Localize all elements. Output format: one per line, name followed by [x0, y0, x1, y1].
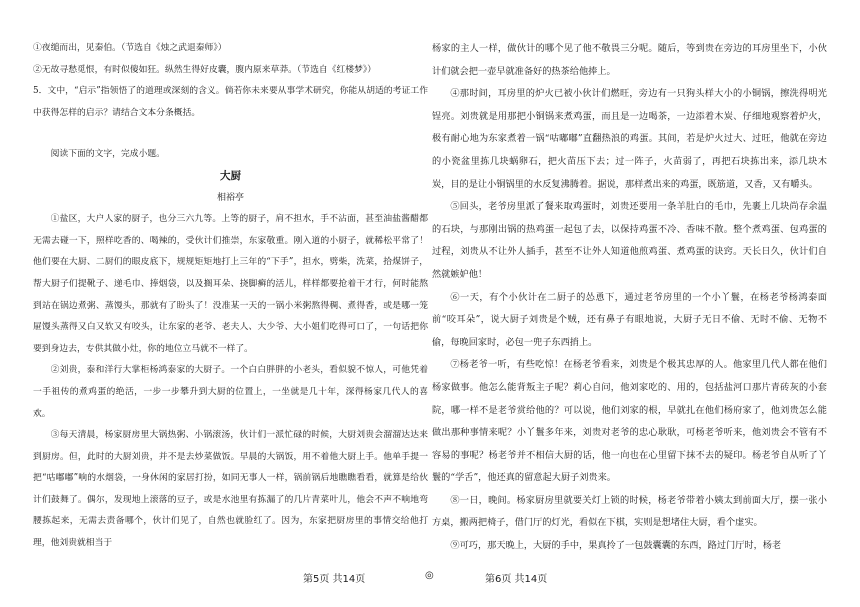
quote-2: ②无故寻愁觅恨，有时似傻如狂。纵然生得好皮囊，腹内原来草莽。（节选自《红楼梦》）	[33, 64, 377, 75]
paragraph-8: ⑧一日，晚间。杨家厨房里就要关灯上锁的时候，杨老爷带着小姨太到前面大厅，摆一张小方桌，搬两把椅子，借门厅的灯光，看似在下棋，实则是想堵住大厨，看个虚实。	[432, 494, 827, 529]
right-column	[432, 38, 827, 558]
reading-instruction: 阅读下面的文字，完成小题。	[50, 149, 165, 160]
paragraph-2: ②刘贵，泰和洋行大掌柜杨鸿泰家的大厨子。一个白白胖胖的小老头，看似貌不惊人，可他凭着一手祖传的煮鸡蛋的绝活，一步一步攀升到大厨的位置上，一坐就是几十年，深得杨家几代人的喜欢。	[33, 365, 428, 419]
paragraph-6: ⑥一天，有个小伙计在二厨子的怂恿下，通过老爷房里的一个小丫鬟，在杨老爷杨鸿泰面前“咬耳朵”，说大厨子刘贵是个贼，还有鼻子有眼地说，大厨子无日不偷、无时不偷、无物不偷，每晚回家时，必包一兜子东西捎上。	[432, 291, 827, 348]
paragraph-3: ③每天清晨，杨家厨房里大锅热粥、小锅滚汤，伙计们一派忙碌的时候，大厨刘贵会溜溜达达来到厨房。但，此时的大厨刘贵，并不是去炒菜做饭。早晨的大锅饭，用不着他大厨上手。他单手提一把“咕嘟嘟”响的水烟袋，一身休闲的家居打扮，如同无事人一样，锅前锅后地瞧瞧看看，就算是给伙计们鼓舞了。偶尔，发现地上滚落的豆子，或是水池里有拣漏了的几片青菜叶儿，他会不声不响地弯腰拣起来，无需去责备哪个，伙计们见了，自然也就脸红了。因为，东家把厨房里的事情交给他打理，他刘贵就相当于	[33, 430, 428, 549]
paragraph-4: ④那时间，耳房里的炉火已被小伙计们燃旺，旁边有一只狗头样大小的小铜锅，擦洗得明光锃亮。刘贵就是用那把小铜锅来煮鸡蛋，而且是一边喝茶，一边添着木炭、仔细地观察着炉火，极有耐心地为东家煮着一锅“咕嘟嘟”直翻热浪的鸡蛋。其间，若是炉火过大、过旺，他就在旁边的小瓷盆里拣几块蜗卵石，把火苗压下去；过一阵子，火苗弱了，再把石块拣出来，添几块木炭，目的是让小铜锅里的水反复沸腾着。据说，那样煮出来的鸡蛋，既筋道，又香，又有嚼头。	[432, 88, 827, 190]
question-5: 5．文中，“启示”指领悟了的道理或深刻的含义。倘若你未来要从事学术研究，你能从胡适的考证工作中获得怎样的启示？请结合文本分条概括。	[33, 86, 428, 118]
paragraph-7: ⑦杨老爷一听，有些吃惊！在杨老爷看来，刘贵是个极其忠厚的人。他家里几代人都在他们杨家做事。他怎么能背叛主子呢？莉心自问，他刘家吃的、用的，包括盐河口那片青砖灰的小套院，哪一样不是老爷赏给他的？可以说，他们刘家的根，早就扎在他们杨府家了，他刘贵怎么能做出那种事情来呢？小丫鬟多年来，刘贵对老爷的忠心耿耿，可杨老爷听来，他刘贵会不管有不容易的事呢？杨老爷并不相信大厨的话，他一向也在心里留下抹不去的疑印。杨老爷自从听了丫鬟的“学舌”，他还真的留意起大厨子刘贵来。	[432, 359, 827, 484]
quote-1: ①夜缒而出，见秦伯。（节选自《烛之武退秦师》）	[33, 43, 227, 53]
left-column	[33, 38, 428, 555]
paragraph-3-continued: 杨家的主人一样，做伙计的哪个见了他不敬畏三分呢。随后，等到贵在旁边的耳房里坐下，小伙计们就会把一壶早就准备好的热茶给他捧上。	[432, 43, 827, 77]
paragraph-9: ⑨可巧，那天晚上，大厨的手中，果真拎了一包鼓囊囊的东西，路过门厅时，杨老	[450, 540, 782, 552]
page-number-left: 第5页 共14页	[303, 574, 366, 585]
paragraph-5: ⑤回头，老爷房里派了餐来取鸡蛋时，刘贵还要用一条羊肚白的毛巾，先裹上几块尚存余温的石块，与那刚出锅的热鸡蛋一起包了去，以保持鸡蛋不冷、香味不散。整个煮鸡蛋、包鸡蛋的过程，刘贵从不让外人插手，甚至不让外人知道他煎鸡蛋、煮鸡蛋的诀窍。天长日久，伙计们自然就嫉妒他！	[432, 201, 827, 280]
paragraph-1: ①盐区，大户人家的厨子，也分三六九等。上等的厨子，肩不担水，手不沾面，甚至油盐酱醋都无需去碰一下，照样吃香的、喝辣的，受伙计们推崇，东家敬重。刚入道的小厨子，就稀松平常了！他们要在大厨、二厨们的眼皮底下，规规矩矩地打上三年的“下手”，担水，劈柴，洗菜，拾煤饼子，帮大厨子们提靴子、递毛巾、捧烟袋，以及搁耳朵、挠脚癣的活儿，样样都要抢着干才行，何时能熬到站在锅边煮粥、蒸馒头，那就有了盼头了！没准某一天的一锅小米粥熬得稠、煮得香，或是哪一笼屉馒头蒸得又白又软又有咬头，让东家的老爷、老夫人、大少爷、大小姐们吃得可口了，一句话把你要到身边去，专供其做小灶，你的地位立马就不一样了。	[33, 214, 428, 354]
page-number-right: 第6页 共14页	[485, 574, 548, 585]
article-title: 大厨	[220, 169, 241, 182]
footer-separator: ◎	[425, 570, 434, 581]
article-author: 相裕亭	[216, 192, 244, 203]
